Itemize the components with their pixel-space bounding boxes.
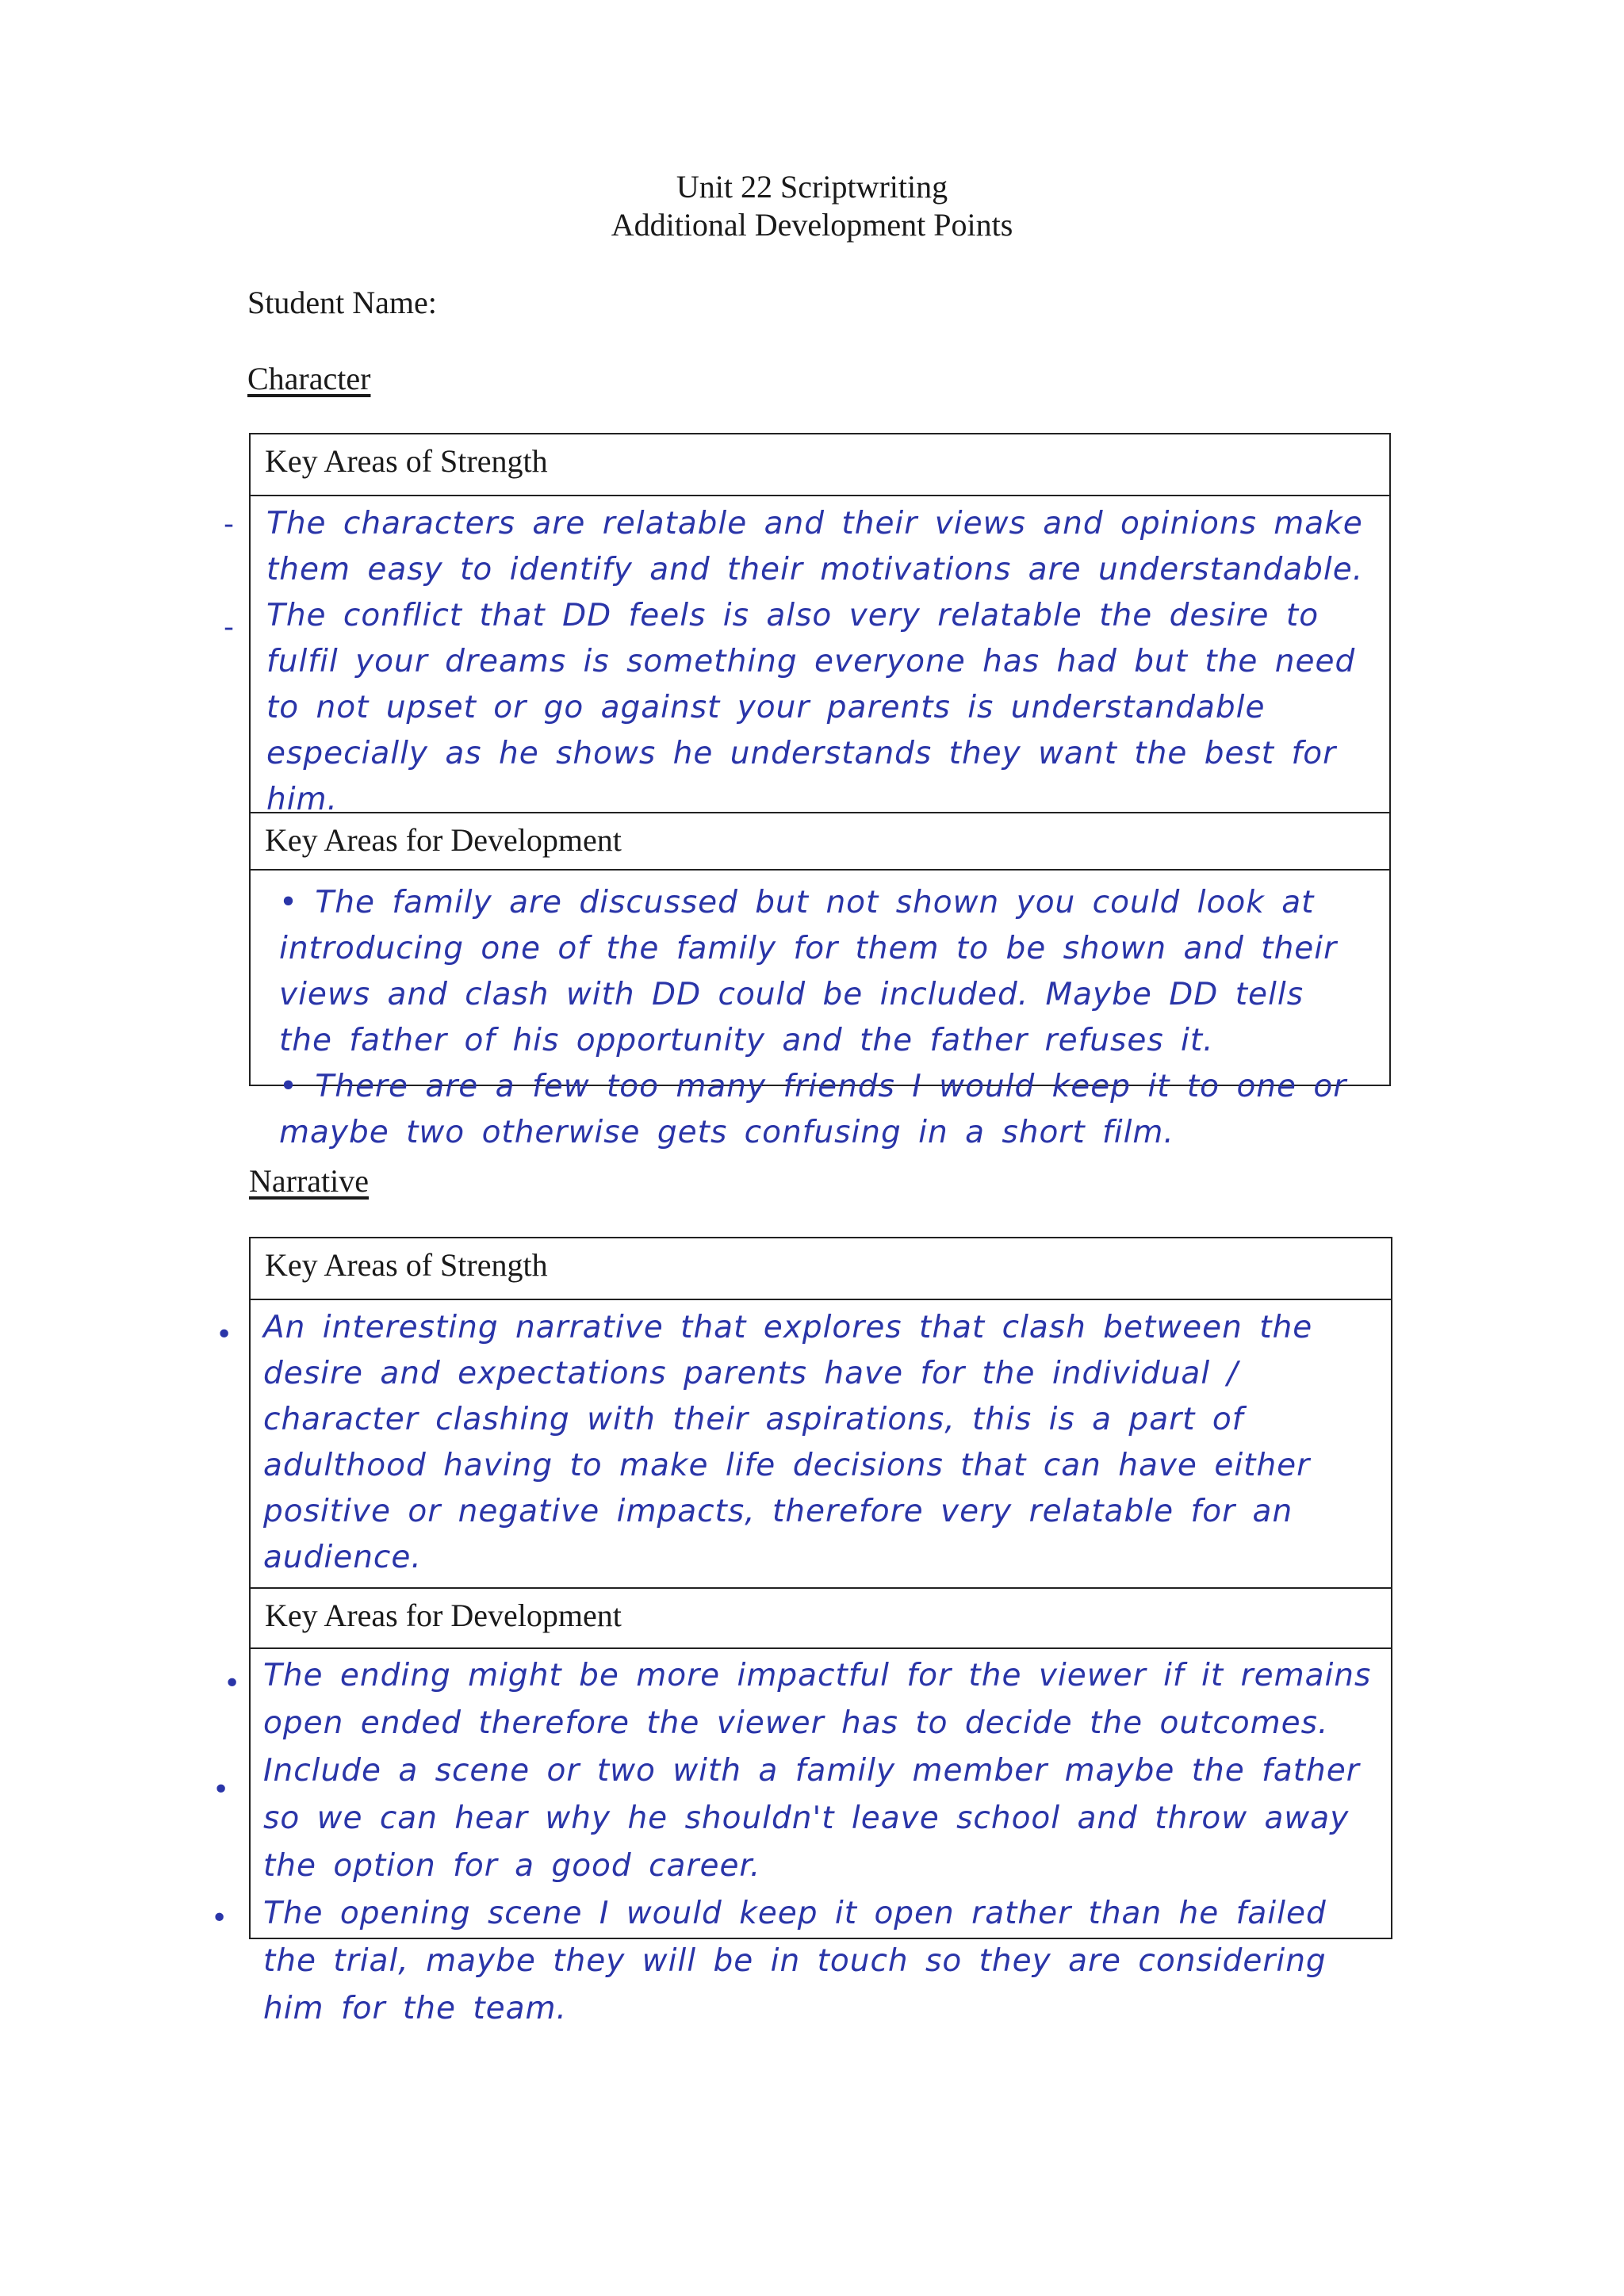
character-strength-cell — [251, 496, 1389, 817]
document-subtitle: Additional Development Points — [611, 207, 1013, 243]
narrative-strength-cell — [251, 1300, 1391, 1589]
character-table — [249, 433, 1391, 1150]
bullet-mark: • — [224, 1667, 241, 1700]
document-title: Unit 22 Scriptwriting — [676, 169, 948, 205]
bullet-mark: • — [211, 1902, 228, 1934]
bullet-mark: • — [216, 1318, 233, 1351]
narrative-development-header: Key Areas for Development — [251, 1589, 1391, 1649]
narrative-development-handwriting: The ending might be more impactful for the viewer if it remains open ended therefore the viewer has to decide the outcomes. Include a scene or two with a family member maybe the father so we can hear why he shouldn't leave school and throw away the option for a good career. The opening scene I would keep it open rather than he failed the trial, maybe they will be in touch so they are considering him for the team. — [263, 1658, 1372, 2026]
narrative-strength-header: Key Areas of Strength — [251, 1238, 1391, 1300]
narrative-table — [249, 1237, 1392, 2026]
character-development-cell — [251, 871, 1389, 1150]
narrative-strength-handwriting: An interesting narrative that explores that clash between the desire and expectations parents have for the individual / character clashing with their aspirations, this is a part of adulthood having to make life decisions that can have either positive or negative impacts, therefore very relatable for an audience. — [263, 1310, 1313, 1575]
student-name-label: Student Name: — [247, 285, 437, 320]
narrative-heading: Narrative — [249, 1163, 370, 1199]
margin-dash: - — [224, 611, 234, 644]
character-heading: Character — [247, 361, 371, 396]
character-strength-header: Key Areas of Strength — [251, 434, 1389, 496]
margin-dash: - — [224, 508, 234, 541]
character-development-header: Key Areas for Development — [251, 813, 1389, 871]
character-strength-handwriting: The characters are relatable and their views and opinions make them easy to identify and their motivations are understandable. The conflict that DD feels is also very relatable the desire to fulfil your dreams is something everyone has had but the need to not upset or go against your parents is understandable especially as he shows he understands they want the best for him. — [266, 506, 1364, 817]
character-development-handwriting: • The family are discussed but not shown you could look at introducing one of the family for them to be shown and their views and clash with DD could be included. Maybe DD tells the father of his opportunity and the father refuses it. • There are a few too many friends I would keep it to one or maybe two otherwise gets confusing in a short film. — [279, 885, 1347, 1150]
narrative-development-cell — [251, 1649, 1391, 2026]
bullet-mark: • — [213, 1774, 230, 1806]
